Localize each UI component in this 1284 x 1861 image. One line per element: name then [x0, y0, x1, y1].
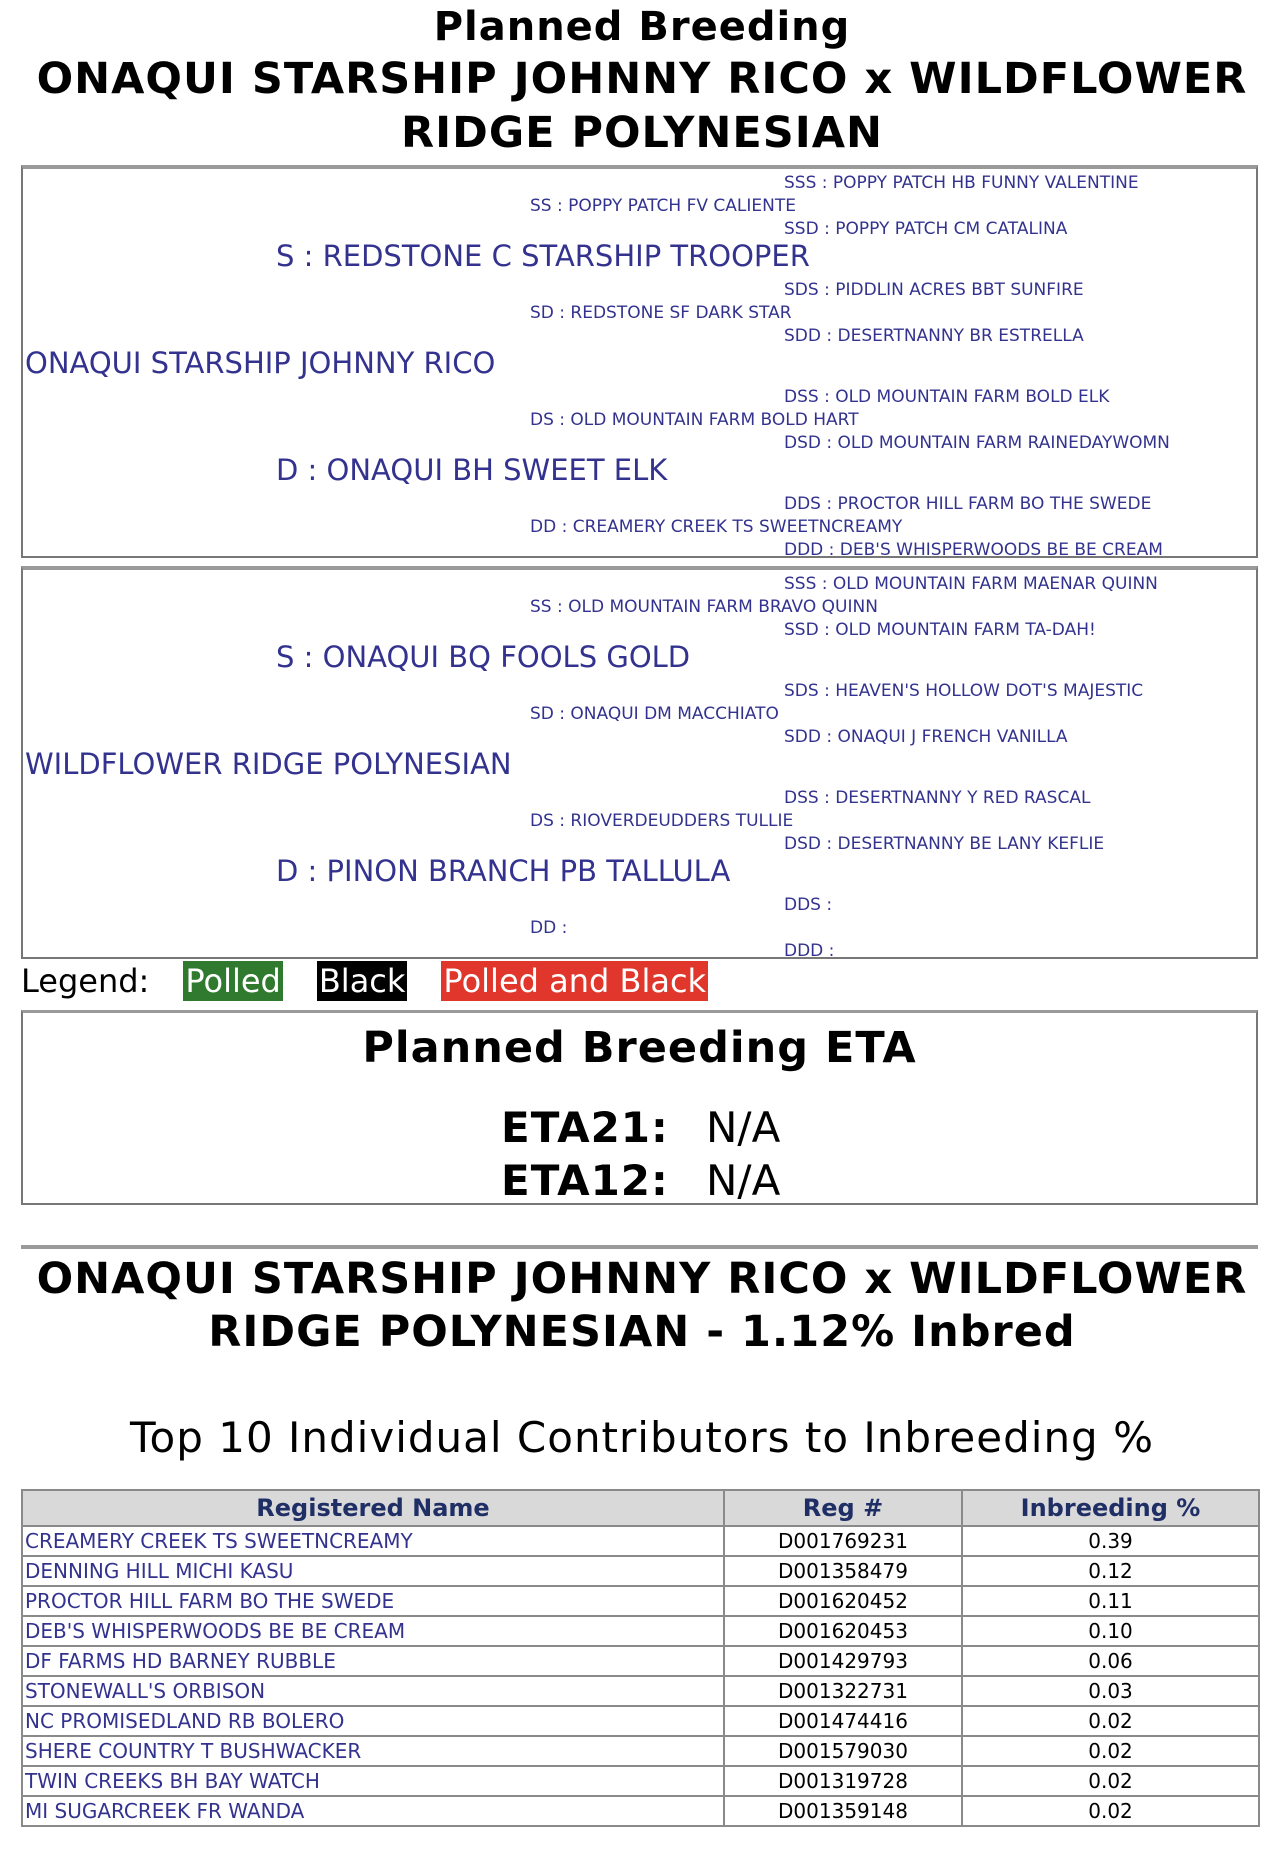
reg-number: D001620453 — [724, 1616, 962, 1646]
pedigree-sdd[interactable]: SDD : ONAQUI J FRENCH VANILLA — [784, 727, 1068, 747]
pedigree-dds[interactable]: DDS : PROCTOR HILL FARM BO THE SWEDE — [784, 494, 1152, 514]
inbreeding-pct: 0.10 — [962, 1616, 1259, 1646]
pedigree-sss[interactable]: SSS : POPPY PATCH HB FUNNY VALENTINE — [784, 173, 1139, 193]
inbreeding-pct: 0.12 — [962, 1556, 1259, 1586]
reg-number: D001769231 — [724, 1526, 962, 1556]
table-header-row — [22, 1490, 1259, 1526]
legend-label: Legend: — [21, 962, 150, 1000]
col-reg-number[interactable]: Reg # — [724, 1490, 962, 1526]
pedigree-ddd: DDD : — [784, 941, 835, 961]
pedigree-ds[interactable]: DS : RIOVERDEUDDERS TULLIE — [530, 811, 794, 831]
eta21-value: N/A — [706, 1103, 781, 1152]
reg-number: D001319728 — [724, 1766, 962, 1796]
table-row — [22, 1676, 1259, 1706]
registered-name[interactable]: TWIN CREEKS BH BAY WATCH — [22, 1766, 724, 1796]
sire-pedigree-box — [21, 165, 1258, 558]
pedigree-ds[interactable]: DS : OLD MOUNTAIN FARM BOLD HART — [530, 410, 859, 430]
pedigree-sd[interactable]: SD : ONAQUI DM MACCHIATO — [530, 704, 779, 724]
table-row — [22, 1586, 1259, 1616]
contributors-title: Top 10 Individual Contributors to Inbreeding % — [130, 1413, 1154, 1462]
reg-number: D001359148 — [724, 1796, 962, 1826]
table-row — [22, 1616, 1259, 1646]
registered-name[interactable]: MI SUGARCREEK FR WANDA — [22, 1796, 724, 1826]
pedigree-ss[interactable]: SS : POPPY PATCH FV CALIENTE — [530, 196, 796, 216]
pedigree-animal[interactable]: WILDFLOWER RIDGE POLYNESIAN — [25, 747, 512, 781]
pedigree-sss[interactable]: SSS : OLD MOUNTAIN FARM MAENAR QUINN — [784, 574, 1158, 594]
legend-black: Black — [318, 962, 406, 1000]
registered-name[interactable]: SHERE COUNTRY T BUSHWACKER — [22, 1736, 724, 1766]
pedigree-sd[interactable]: SD : REDSTONE SF DARK STAR — [530, 303, 792, 323]
pedigree-dd[interactable]: DD : CREAMERY CREEK TS SWEETNCREAMY — [530, 517, 903, 537]
breeding-pair-line-2: RIDGE POLYNESIAN — [401, 108, 883, 158]
inbreeding-pct: 0.02 — [962, 1736, 1259, 1766]
reg-number: D001358479 — [724, 1556, 962, 1586]
pedigree-dsd[interactable]: DSD : OLD MOUNTAIN FARM RAINEDAYWOMN — [784, 433, 1170, 453]
pedigree-sds[interactable]: SDS : PIDDLIN ACRES BBT SUNFIRE — [784, 280, 1084, 300]
pedigree-dss[interactable]: DSS : OLD MOUNTAIN FARM BOLD ELK — [784, 387, 1110, 407]
inbreeding-title-line-2: RIDGE POLYNESIAN - 1.12% Inbred — [208, 1307, 1076, 1357]
table-row — [22, 1766, 1259, 1796]
pedigree-ddd[interactable]: DDD : DEB'S WHISPERWOODS BE BE CREAM — [784, 540, 1163, 560]
pedigree-sds[interactable]: SDS : HEAVEN'S HOLLOW DOT'S MAJESTIC — [784, 681, 1144, 701]
registered-name[interactable]: DENNING HILL MICHI KASU — [22, 1556, 724, 1586]
dam-pedigree-box — [21, 566, 1258, 959]
section-divider — [21, 1245, 1258, 1249]
legend-polled: Polled — [185, 962, 281, 1000]
registered-name[interactable]: NC PROMISEDLAND RB BOLERO — [22, 1706, 724, 1736]
reg-number: D001474416 — [724, 1706, 962, 1736]
inbreeding-pct: 0.02 — [962, 1766, 1259, 1796]
col-inbreeding-pct[interactable]: Inbreeding % — [962, 1490, 1259, 1526]
pedigree-ssd[interactable]: SSD : OLD MOUNTAIN FARM TA-DAH! — [784, 620, 1096, 640]
pedigree-s[interactable]: S : ONAQUI BQ FOOLS GOLD — [276, 640, 691, 674]
reg-number: D001620452 — [724, 1586, 962, 1616]
pedigree-animal[interactable]: ONAQUI STARSHIP JOHNNY RICO — [25, 346, 496, 380]
contributors-table — [21, 1489, 1260, 1827]
table-row — [22, 1736, 1259, 1766]
pedigree-ss[interactable]: SS : OLD MOUNTAIN FARM BRAVO QUINN — [530, 597, 878, 617]
pedigree-dds: DDS : — [784, 895, 833, 915]
table-row — [22, 1556, 1259, 1586]
registered-name[interactable]: DF FARMS HD BARNEY RUBBLE — [22, 1646, 724, 1676]
col-registered-name[interactable]: Registered Name — [22, 1490, 724, 1526]
pedigree-d[interactable]: D : PINON BRANCH PB TALLULA — [276, 854, 731, 888]
pedigree-d[interactable]: D : ONAQUI BH SWEET ELK — [276, 453, 668, 487]
eta12-value: N/A — [706, 1156, 781, 1205]
reg-number: D001322731 — [724, 1676, 962, 1706]
reg-number: D001579030 — [724, 1736, 962, 1766]
registered-name[interactable]: DEB'S WHISPERWOODS BE BE CREAM — [22, 1616, 724, 1646]
reg-number: D001429793 — [724, 1646, 962, 1676]
eta12-label: ETA12: — [501, 1156, 669, 1205]
eta21-label: ETA21: — [501, 1103, 669, 1152]
table-row — [22, 1526, 1259, 1556]
inbreeding-pct: 0.39 — [962, 1526, 1259, 1556]
registered-name[interactable]: PROCTOR HILL FARM BO THE SWEDE — [22, 1586, 724, 1616]
table-row — [22, 1796, 1259, 1826]
inbreeding-pct: 0.03 — [962, 1676, 1259, 1706]
inbreeding-pct: 0.02 — [962, 1706, 1259, 1736]
table-row — [22, 1646, 1259, 1676]
registered-name[interactable]: CREAMERY CREEK TS SWEETNCREAMY — [22, 1526, 724, 1556]
inbreeding-pct: 0.02 — [962, 1796, 1259, 1826]
inbreeding-title-line-1: ONAQUI STARSHIP JOHNNY RICO x WILDFLOWER — [36, 1254, 1248, 1304]
legend — [21, 962, 708, 1000]
legend-polled-and-black: Polled and Black — [443, 962, 707, 1000]
breeding-pair-line-1: ONAQUI STARSHIP JOHNNY RICO x WILDFLOWER — [36, 54, 1248, 104]
inbreeding-pct: 0.06 — [962, 1646, 1259, 1676]
pedigree-s[interactable]: S : REDSTONE C STARSHIP TROOPER — [276, 239, 810, 273]
pedigree-sdd[interactable]: SDD : DESERTNANNY BR ESTRELLA — [784, 326, 1084, 346]
pedigree-dsd[interactable]: DSD : DESERTNANNY BE LANY KEFLIE — [784, 834, 1105, 854]
table-row — [22, 1706, 1259, 1736]
pedigree-dss[interactable]: DSS : DESERTNANNY Y RED RASCAL — [784, 788, 1091, 808]
eta21-row — [23, 1103, 1256, 1153]
pedigree-ssd[interactable]: SSD : POPPY PATCH CM CATALINA — [784, 219, 1068, 239]
eta12-row — [23, 1156, 1256, 1206]
page-title: Planned Breeding — [433, 4, 851, 50]
eta-box — [21, 1010, 1258, 1205]
registered-name[interactable]: STONEWALL'S ORBISON — [22, 1676, 724, 1706]
eta-title: Planned Breeding ETA — [362, 1023, 917, 1073]
pedigree-dd: DD : — [530, 918, 568, 938]
inbreeding-pct: 0.11 — [962, 1586, 1259, 1616]
